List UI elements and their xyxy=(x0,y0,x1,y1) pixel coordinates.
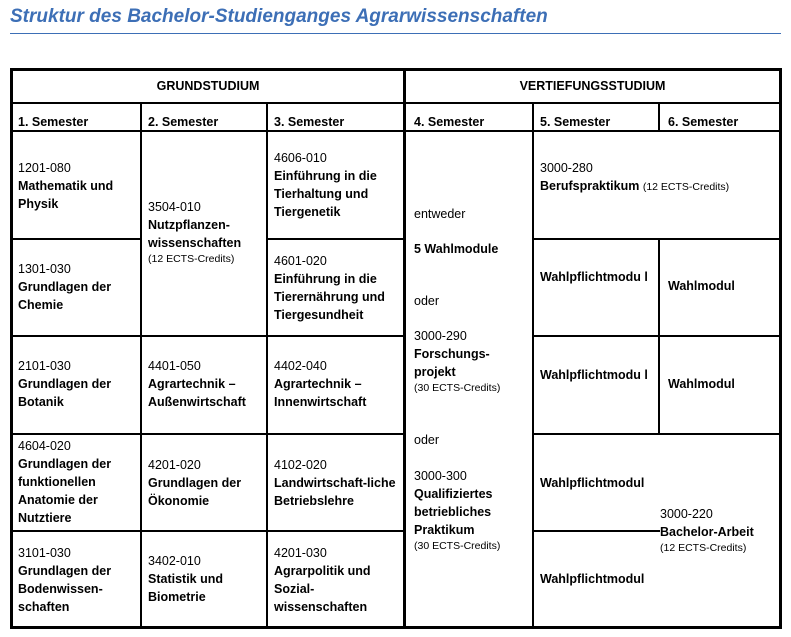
module-cell-berufspraktikum: 3000-280 Berufspraktikum (12 ECTS-Credits) xyxy=(540,161,730,193)
title-underline xyxy=(10,33,781,34)
module-cell: 4604-020 Grundlagen der funktionellen Anatomie der Nutztiere xyxy=(18,439,112,525)
wahlmodul-cell: Wahlmodul xyxy=(668,279,735,293)
wahlpflichtmodul-cell: Wahlpflichtmodu l xyxy=(540,270,648,284)
module-cell: 3101-030 Grundlagen der Bodenwissen-schaften xyxy=(18,546,112,614)
text-wahlmodule: 5 Wahlmodule xyxy=(414,242,499,256)
wahlpflichtmodul-cell: Wahlpflichtmodul xyxy=(540,572,645,586)
module-cell: 1301-030 Grundlagen der Chemie xyxy=(18,262,112,312)
module-cell: 3504-010 Nutzpflanzen-wissenschaften (12 ECTS-Credits) xyxy=(148,200,242,265)
module-cell: 4201-030 Agrarpolitik und Sozial-wissenschaften xyxy=(274,546,371,614)
header-semester-3: 3. Semester xyxy=(274,115,345,129)
header-grundstudium: GRUNDSTUDIUM xyxy=(156,79,260,93)
module-cell-forschungsprojekt: 3000-290 Forschungs-projekt (30 ECTS-Credits) xyxy=(414,329,501,394)
module-cell: 4401-050 Agrartechnik – Außenwirtschaft xyxy=(148,359,246,409)
module-cell: 1201-080 Mathematik und Physik xyxy=(18,161,114,211)
module-cell: 4601-020 Einführung in die Tierernährung und Tiergesundheit xyxy=(274,254,385,322)
module-cell: 2101-030 Grundlagen der Botanik xyxy=(18,359,112,409)
header-semester-5: 5. Semester xyxy=(540,115,611,129)
module-cell: 4606-010 Einführung in die Tierhaltung und Tiergenetik xyxy=(274,151,377,219)
header-semester-2: 2. Semester xyxy=(148,115,219,129)
text-oder: oder xyxy=(414,294,440,308)
header-semester-1: 1. Semester xyxy=(18,115,89,129)
wahlmodul-cell: Wahlmodul xyxy=(668,377,735,391)
header-semester-6: 6. Semester xyxy=(668,115,739,129)
text-entweder: entweder xyxy=(414,207,466,221)
module-cell: 4402-040 Agrartechnik – Innenwirtschaft xyxy=(274,359,367,409)
page-title: Struktur des Bachelor-Studienganges Agrarwissenschaften xyxy=(10,6,548,27)
header-semester-4: 4. Semester xyxy=(414,115,485,129)
header-vertiefungsstudium: VERTIEFUNGSSTUDIUM xyxy=(519,79,666,93)
module-cell: 3402-010 Statistik und Biometrie xyxy=(148,554,224,604)
wahlpflichtmodul-cell: Wahlpflichtmodul xyxy=(540,476,645,490)
module-cell: 4102-020 Landwirtschaft-liche Betriebslehre xyxy=(274,458,396,508)
module-cell-bachelor-arbeit: 3000-220 Bachelor-Arbeit (12 ECTS-Credits) xyxy=(660,507,754,554)
module-cell: 4201-020 Grundlagen der Ökonomie xyxy=(148,458,242,508)
module-cell-praktikum: 3000-300 Qualifiziertes betriebliches Praktikum (30 ECTS-Credits) xyxy=(414,469,501,552)
text-oder: oder xyxy=(414,433,440,447)
wahlpflichtmodul-cell: Wahlpflichtmodu l xyxy=(540,368,648,382)
